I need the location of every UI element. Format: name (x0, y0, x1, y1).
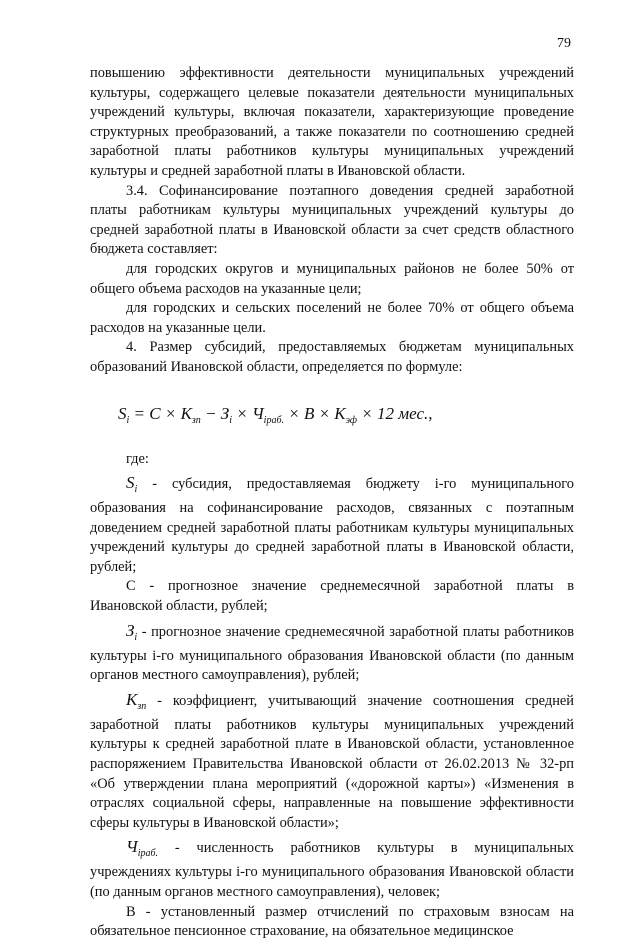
definition-c: С - прогнозное значение среднемесячной заработной платы в Ивановской области, рублей; (90, 578, 574, 615)
page-number: 79 (557, 36, 571, 51)
where-label: где: (126, 450, 149, 467)
ch-symbol: $Ч_{iраб.}$ (126, 837, 159, 860)
formula-k-sub: зп (191, 414, 201, 426)
document-body (90, 64, 574, 942)
formula-s: S (118, 403, 127, 423)
zi-symbol: $З_i$ (126, 620, 138, 643)
paragraph-urban-districts: для городских округов и муниципальных районов не более 50% от общего объема расходов на указанные цели; (90, 260, 574, 297)
kzp-text: - коэффициент, учитывающий значение соотношения средней заработной платы работников культуры муниципальных учреждений культуры к средней заработной плате в Ивановской области, установленное распоряжением Правительства Ивановской области от 26.02.2013 № 32-рп «Об утверждении плана мероприятий («дорожной карты») «Изменения в отраслях социальной сферы, направленные на повышение эффективности сферы культуры в Ивановской области»; (90, 692, 574, 831)
formula-z-sub: i (229, 414, 232, 426)
paragraph-4: 4. Размер субсидий, предоставляемых бюджетам муниципальных образований Ивановской области, определяется по формуле: (90, 339, 574, 375)
definition-kzp (90, 690, 574, 834)
formula-kef-sub: эф (345, 414, 358, 426)
si-symbol: $S_i$ (126, 473, 138, 496)
formula-part-5: × 12 мес., (357, 403, 433, 423)
definition-b: В - установленный размер отчислений по страховым взносам на обязательное пенсионное страхование, на обязательное медицинское (90, 903, 574, 940)
formula-ch-sub: iраб. (263, 414, 284, 426)
definition-ch (90, 837, 574, 902)
formula-s-sub: i (126, 414, 130, 426)
subsidy-formula (118, 396, 574, 432)
ch-text: - численность работников культуры в муниципальных учреждениях культуры i-го муниципального образования Ивановской области (по данным органов местного самоуправления), человек; (90, 840, 574, 900)
paragraph-settlements: для городских и сельских поселений не более 70% от общего объема расходов на указанные цели. (90, 300, 574, 336)
formula-part-1: = C × K (129, 403, 192, 423)
kzp-symbol: $K_{зп}$ (126, 689, 147, 712)
zi-text: - прогнозное значение среднемесячной заработной платы работников культуры i-го муниципального образования Ивановской области (по данным органов местного самоуправления), рублей; (90, 623, 574, 684)
paragraph-3-4: 3.4. Софинансирование поэтапного доведения средней заработной платы работникам культуры муниципальных учреждений культуры до средней заработной платы в Ивановской области за счет средств областного бюджета составляет: (90, 182, 574, 258)
si-text: - субсидия, предоставляемая бюджету i-го муниципального образования на софинансирование расходов, связанных с поэтапным доведением средней заработной платы работникам культуры муниципальных учреждений культуры до средней заработной платы в Ивановской области, рублей; (90, 476, 574, 575)
formula-part-4: × B × K (283, 403, 346, 423)
formula-part-3: × Ч (231, 403, 264, 423)
definition-zi (90, 621, 574, 686)
definition-si (90, 473, 574, 577)
paragraph-1: повышению эффективности деятельности муниципальных учреждений культуры, содержащего целевые показатели деятельности муниципальных учреждений культуры, включая показатели, характеризующие проведение структурных преобразований, а также показатели по соотношению средней заработной платы работников культуры муниципальных учреждений культуры и средней заработной платы в Ивановской области. (90, 65, 574, 179)
formula-part-2: − З (200, 403, 230, 423)
